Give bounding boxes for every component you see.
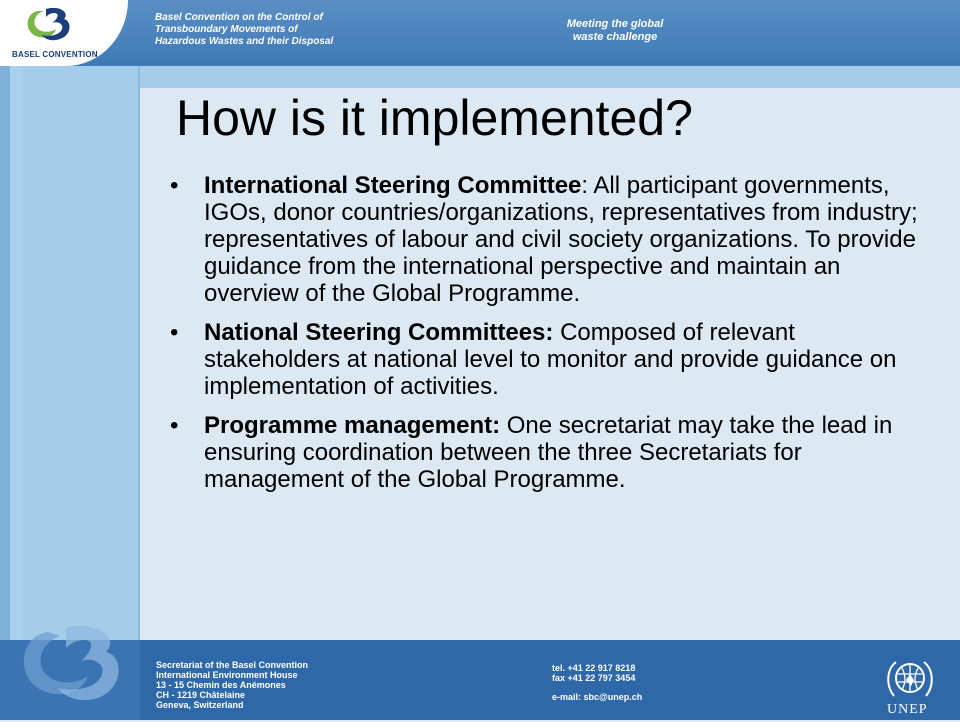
slide-title: How is it implemented?	[176, 90, 693, 146]
bullet-text: One secretariat may take the lead in ensuring coordination between the three Secretariats for management of the Global Programme.	[204, 412, 893, 493]
bullet-item	[166, 412, 926, 493]
bullet-list	[166, 172, 926, 505]
logo-text: BASEL CONVENTION	[12, 50, 98, 59]
bullet-lead: National Steering Committees:	[204, 319, 554, 346]
bullet-lead: International Steering Committee	[204, 172, 582, 199]
convention-title-line: Transboundary Movements of	[155, 24, 298, 35]
header-bar	[0, 0, 960, 66]
address-line: Secretariat of the Basel Convention	[156, 660, 309, 670]
footer-watermark-logo-icon	[8, 622, 138, 722]
convention-title	[155, 12, 375, 48]
header-band	[0, 66, 960, 88]
fax: fax +41 22 797 3454	[552, 673, 636, 683]
bullet-text: : All participant governments, IGOs, donor countries/organizations, representatives from industry; representatives of labour and civil society organizations. To provide guidance from the international perspective and maintain an overview of the Global Programme.	[204, 172, 918, 307]
bullet-symbol: •	[170, 172, 179, 199]
footer-bar	[0, 640, 960, 720]
convention-title-line: Hazardous Wastes and their Disposal	[155, 36, 334, 47]
address-line: CH - 1219 Châtelaine	[156, 690, 246, 700]
left-decorative-column	[0, 66, 140, 640]
bullet-item	[166, 172, 926, 307]
bullet-text: Composed of relevant stakeholders at national level to monitor and provide guidance on implementation of activities.	[204, 319, 897, 400]
logo-area	[0, 0, 128, 66]
tagline-line: Meeting the global	[566, 18, 664, 30]
basel-convention-logo-icon	[20, 5, 80, 45]
address-line: 13 - 15 Chemin des Anémones	[156, 680, 286, 690]
bullet-symbol: •	[170, 412, 179, 439]
email-link[interactable]: e-mail: sbc@unep.ch	[552, 692, 643, 702]
tagline-line: waste challenge	[572, 31, 658, 43]
contact-info	[552, 663, 642, 702]
unep-label: UNEP	[887, 702, 928, 717]
telephone: tel. +41 22 917 8218	[552, 663, 636, 673]
unep-emblem-icon	[884, 656, 936, 700]
convention-title-line: Basel Convention on the Control of	[155, 12, 323, 23]
bullet-symbol: •	[170, 319, 179, 346]
secretariat-address	[156, 660, 308, 710]
tagline	[540, 18, 690, 44]
bullet-item	[166, 319, 926, 400]
bullet-lead: Programme management:	[204, 412, 501, 439]
address-line: International Environment House	[156, 670, 298, 680]
address-line: Geneva, Switzerland	[156, 700, 244, 710]
